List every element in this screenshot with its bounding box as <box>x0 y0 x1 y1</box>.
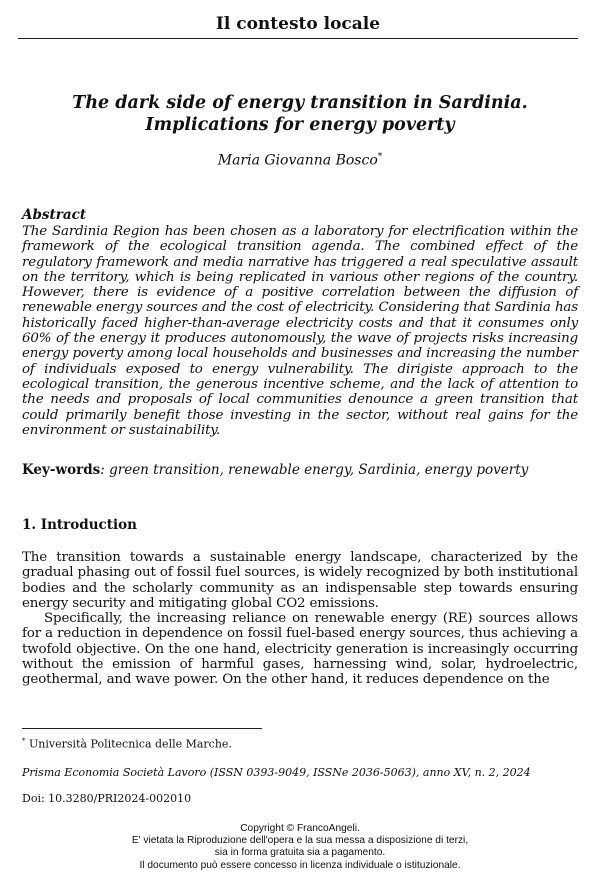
copyright-line-3: sia in forma gratuita sia a pagamento. <box>214 847 386 859</box>
article-title <box>30 92 570 136</box>
copyright-line-4: Il documento può essere concesso in licenza individuale o istituzionale. <box>139 859 461 871</box>
copyright-line-2: E' vietata la Riproduzione dell'opera e la sua messa a disposizione di terzi, <box>131 835 469 847</box>
article-title-line-1: The dark side of energy transition in Sardinia. <box>72 93 528 113</box>
copyright-notice <box>20 823 580 872</box>
article-title-line-2: Implications for energy poverty <box>145 115 455 135</box>
introduction-body <box>22 550 578 688</box>
keywords-line <box>22 462 578 478</box>
footnote-text: Università Politecnica delle Marche. <box>25 737 232 751</box>
introduction-paragraph-1: The transition towards a sustainable energy landscape, characterized by the gradual phasing out of fossil fuel sources, is widely recognized by both institutional bodies and the scholarly community as an indispensable step towards ensuring energy security and mitigating global CO2 emissions. <box>22 550 578 611</box>
keywords-label: Key-words <box>22 462 101 478</box>
abstract-heading: Abstract <box>22 207 87 223</box>
abstract-text: The Sardinia Region has been chosen as a laboratory for electrification within the framework of the ecological transition agenda. The combined effect of the regulatory framework and media narrative has triggered a real speculative assault on the territory, which is being replicated in various other regions of the country. However, there is evidence of a positive correlation between the diffusion of renewable energy sources and the cost of electricity. Considering that Sardinia has historically faced higher-than-average electricity costs and that it consumes only 60% of the energy it produces autonomously, the wave of projects risks increasing energy poverty among local households and businesses and increasing the number of individuals exposed to energy vulnerability. The dirigiste approach to the ecological transition, the generous incentive scheme, and the lack of attention to the needs and proposals of local communities denounce a green transition that could primarily benefit those investing in the sector, without real gains for the environment or sustainability. <box>22 224 578 438</box>
author-footnote-mark: * <box>377 152 383 162</box>
doi-line: Doi: 10.3280/PRI2024-002010 <box>22 792 192 805</box>
footnote-divider <box>22 728 262 729</box>
section-heading-introduction: 1. Introduction <box>22 517 137 533</box>
journal-citation: Prisma Economia Società Lavoro (ISSN 0393-9049, ISSNe 2036-5063), anno XV, n. 2, 2024 <box>22 766 531 779</box>
author-name <box>30 152 570 169</box>
running-header: Il contesto locale <box>18 14 578 39</box>
introduction-paragraph-2: Specifically, the increasing reliance on renewable energy (RE) sources allows for a reduction in dependence on fossil fuel-based energy sources, thus achieving a twofold objective. On the one hand, electricity generation is increasingly occurring without the emission of harmful gases, harnessing wind, solar, hydroelectric, geothermal, and wave power. On the other hand, it reduces dependence on the <box>22 611 578 688</box>
keywords-text: : green transition, renewable energy, Sardinia, energy poverty <box>100 462 529 478</box>
author-name-text: Maria Giovanna Bosco <box>217 152 378 169</box>
footnote <box>22 737 232 751</box>
footnote-mark: * <box>22 737 26 745</box>
copyright-line-1: Copyright © FrancoAngeli. <box>240 823 360 834</box>
